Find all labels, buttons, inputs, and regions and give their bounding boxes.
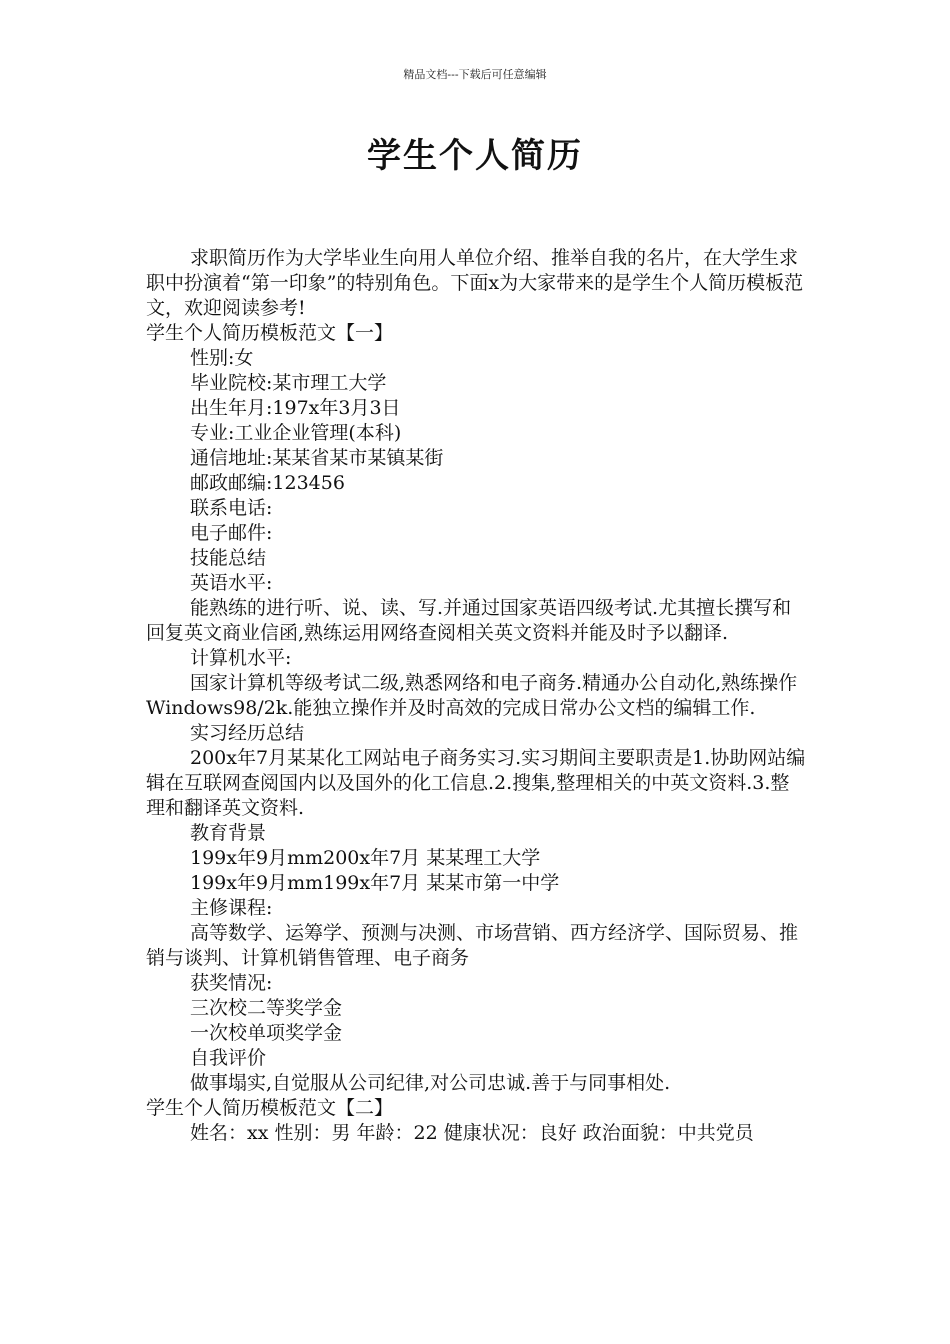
paragraph: 199x年9月mm200x年7月 某某理工大学 [190, 847, 541, 869]
paragraph: 邮政邮编:123456 [190, 472, 345, 494]
paragraph: 获奖情况: [190, 972, 273, 994]
paragraph: 199x年9月mm199x年7月 某某市第一中学 [190, 872, 560, 894]
document-title: 学生个人简历 [367, 136, 583, 176]
paragraph: 主修课程: [190, 897, 273, 919]
paragraph: 出生年月:197x年3月3日 [190, 397, 401, 419]
paragraph: 毕业院校:某市理工大学 [190, 372, 387, 394]
section-heading: 学生个人简历模板范文【二】 [146, 1097, 394, 1119]
paragraph: 200x年7月某某化工网站电子商务实习.实习期间主要职责是1.协助网站编辑在互联网查阅国内以及国外的化工信息.2.搜集,整理相关的中英文资料.3.整理和翻译英文资料. [146, 747, 806, 819]
paragraph: 自我评价 [190, 1047, 267, 1069]
paragraph: 技能总结 [190, 547, 267, 569]
paragraph: 高等数学、运筹学、预测与决测、市场营销、西方经济学、国际贸易、推销与谈判、计算机销售管理、电子商务 [146, 922, 799, 969]
page-header: 精品文档---下载后可任意编辑 [403, 68, 547, 81]
paragraph: 联系电话: [190, 497, 273, 519]
paragraph: 三次校二等奖学金 [190, 997, 343, 1019]
paragraph: 实习经历总结 [190, 722, 305, 744]
document-body [146, 246, 808, 1146]
paragraph: 性别:女 [190, 347, 254, 369]
paragraph: 能熟练的进行听、说、读、写.并通过国家英语四级考试.尤其擅长撰写和回复英文商业信函,熟练运用网络查阅相关英文资料并能及时予以翻译. [146, 597, 792, 644]
paragraph: 一次校单项奖学金 [190, 1022, 343, 1044]
paragraph: 电子邮件: [190, 522, 273, 544]
paragraph: 求职简历作为大学毕业生向用人单位介绍、推举自我的名片，在大学生求职中扮演着“第一印象”的特别角色。下面x为大家带来的是学生个人简历模板范文，欢迎阅读参考! [146, 247, 804, 319]
paragraph: 计算机水平: [190, 647, 292, 669]
section-heading: 学生个人简历模板范文【一】 [146, 322, 394, 344]
paragraph: 通信地址:某某省某市某镇某街 [190, 447, 444, 469]
paragraph: 教育背景 [190, 822, 267, 844]
paragraph: 英语水平: [190, 572, 273, 594]
paragraph: 姓名：xx 性别：男 年龄：22 健康状况：良好 政治面貌：中共党员 [190, 1122, 754, 1144]
paragraph: 做事塌实,自觉服从公司纪律,对公司忠诚.善于与同事相处. [190, 1072, 671, 1094]
paragraph: 专业:工业企业管理(本科) [190, 422, 402, 444]
paragraph: 国家计算机等级考试二级,熟悉网络和电子商务.精通办公自动化,熟练操作Windows98/2k.能独立操作并及时高效的完成日常办公文档的编辑工作. [146, 672, 798, 719]
